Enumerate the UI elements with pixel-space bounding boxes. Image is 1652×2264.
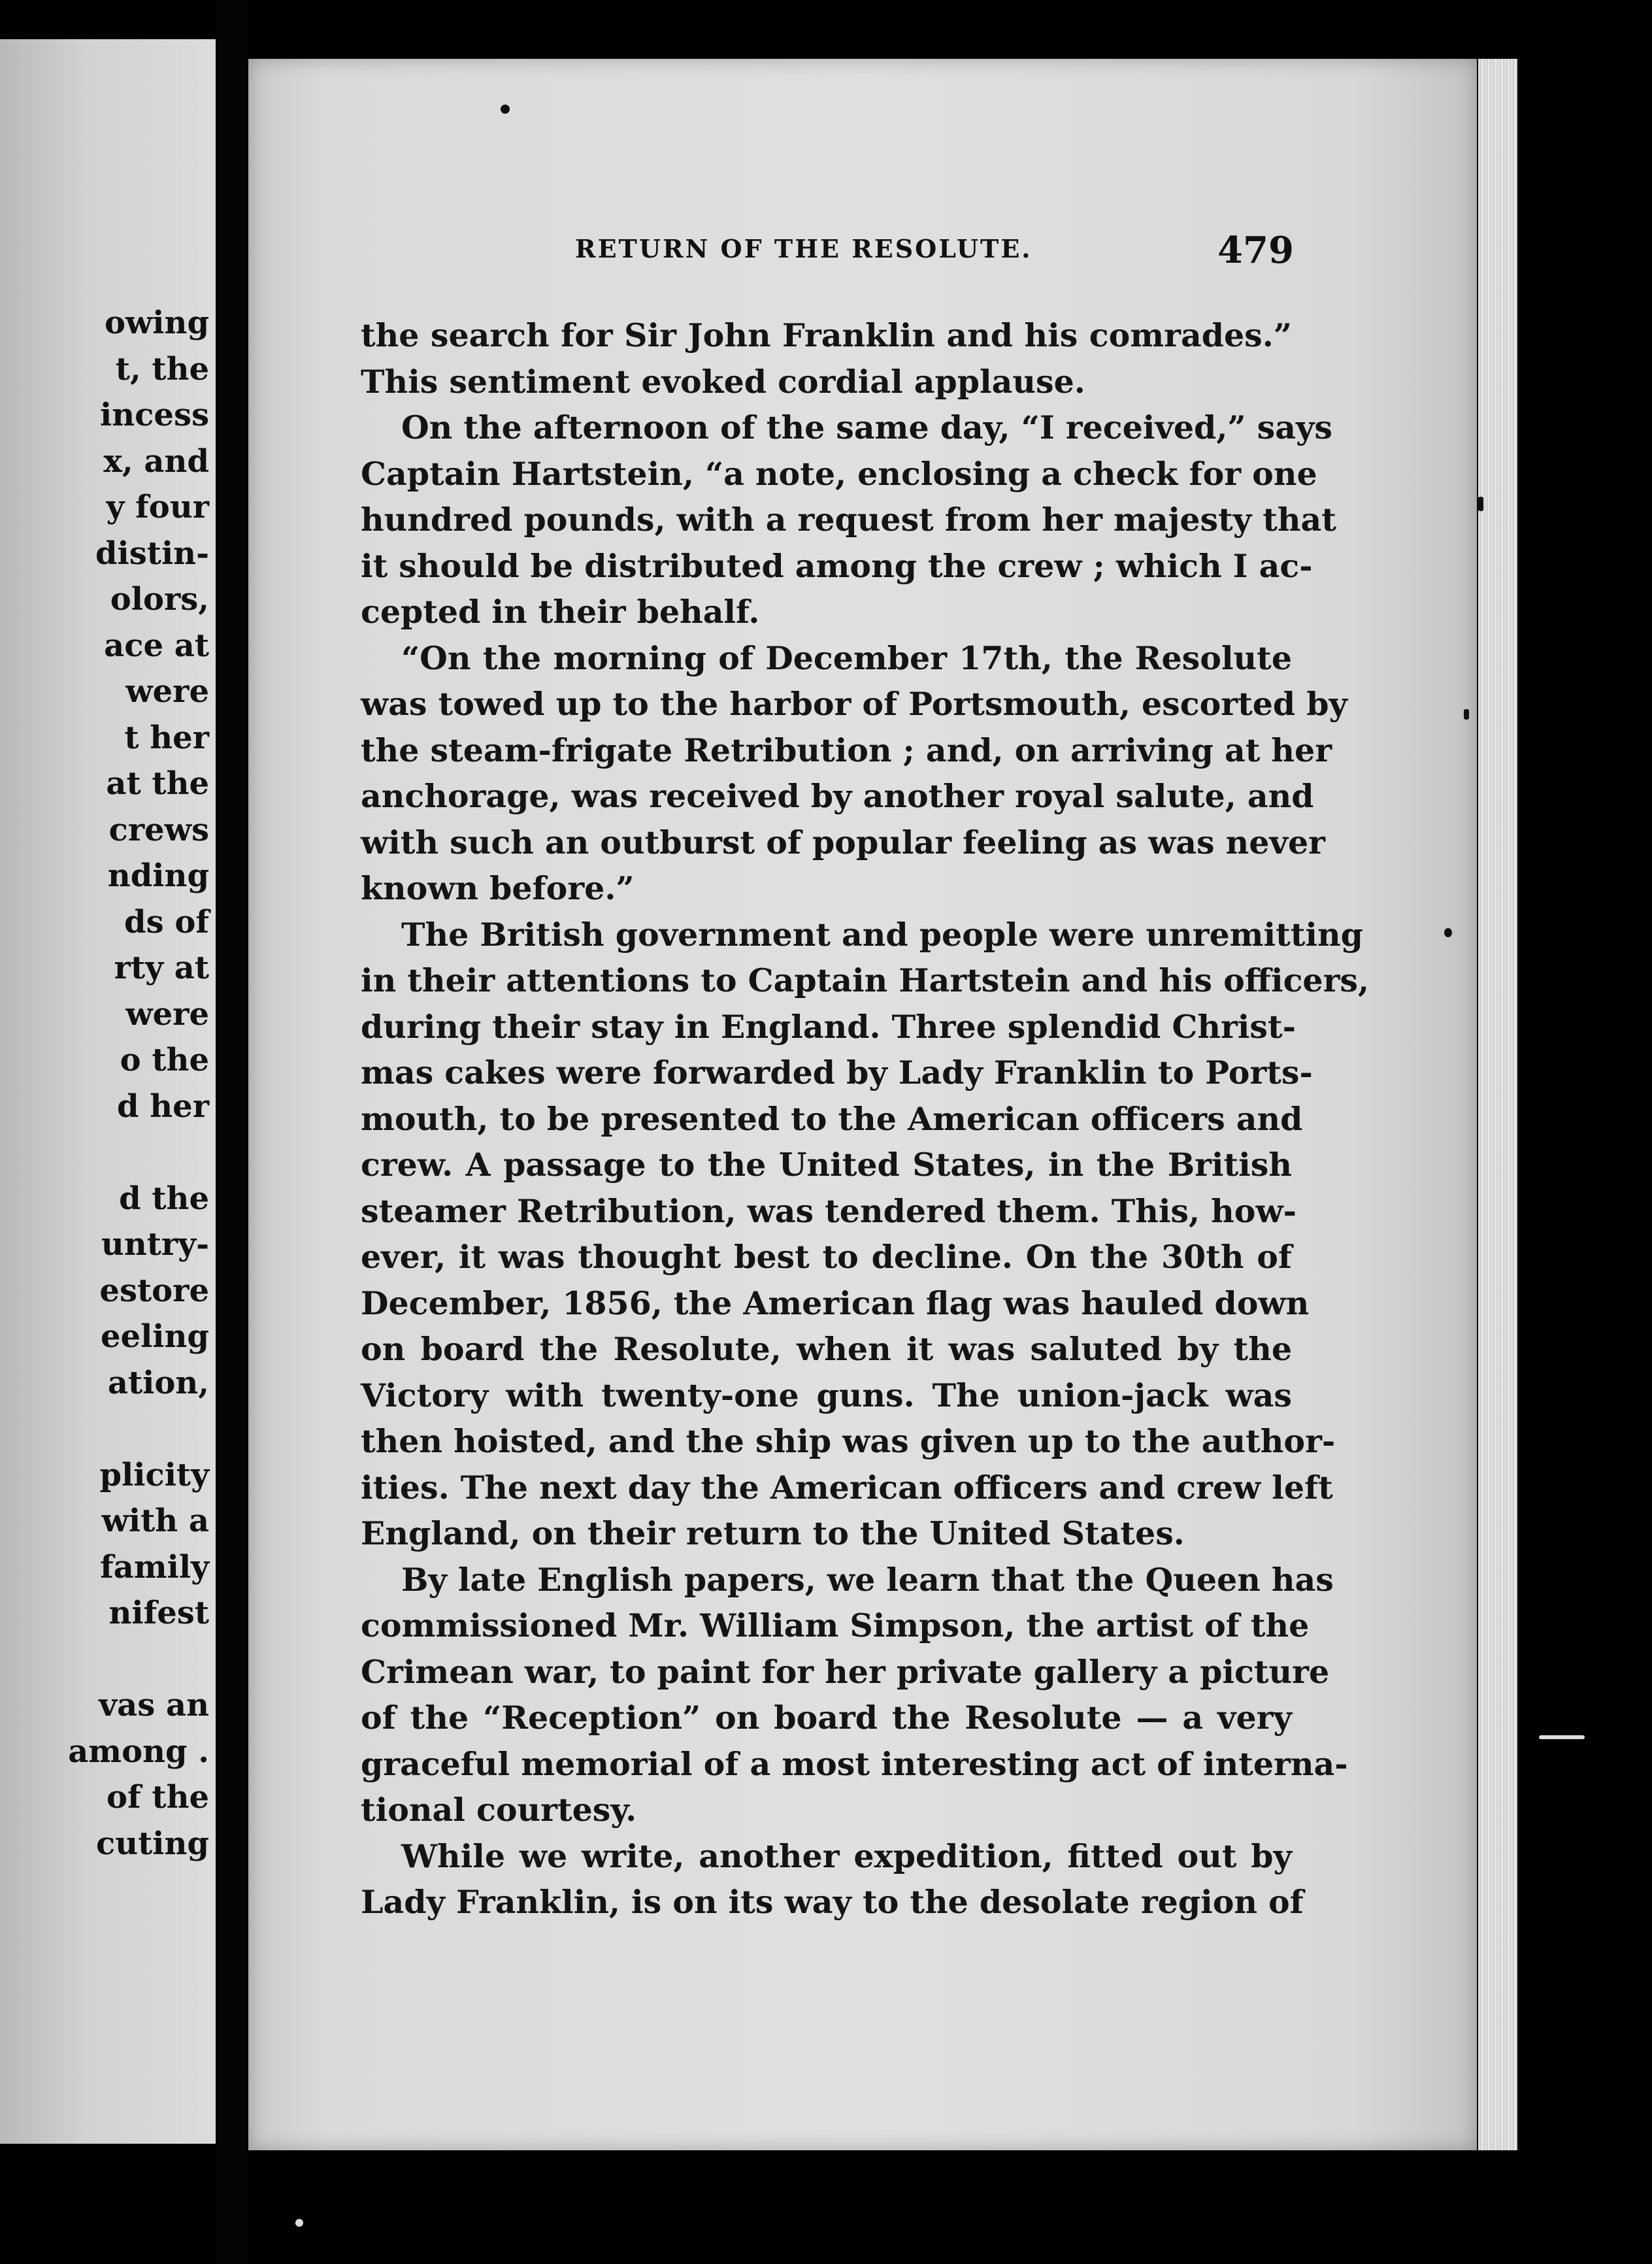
left-page-line: eeling bbox=[100, 1318, 209, 1355]
page-number: 479 bbox=[1217, 229, 1294, 272]
page-edge bbox=[1478, 59, 1517, 2150]
binding-gutter bbox=[216, 0, 248, 2264]
body-line: the search for Sir John Franklin and his comrades.” bbox=[361, 316, 1292, 354]
left-page-line: untry- bbox=[101, 1226, 209, 1263]
left-page-line: incess bbox=[100, 397, 209, 433]
body-line: mouth, to be presented to the American officers and bbox=[361, 1099, 1303, 1138]
scan-speck bbox=[1464, 709, 1469, 720]
body-line: This sentiment evoked cordial applause. bbox=[361, 362, 1085, 401]
body-line: ever, it was thought best to decline. On the 30th of bbox=[361, 1238, 1292, 1276]
body-line: On the afternoon of the same day, “I received,” says bbox=[401, 408, 1333, 446]
body-line: December, 1856, the American flag was hauled down bbox=[361, 1284, 1310, 1322]
body-line: England, on their return to the United States. bbox=[361, 1514, 1185, 1552]
body-line: “On the morning of December 17th, the Resolute bbox=[401, 639, 1292, 677]
left-page-line: were bbox=[125, 995, 209, 1033]
body-line: Crimean war, to paint for her private gallery a picture bbox=[361, 1652, 1330, 1691]
left-page-line: nding bbox=[107, 857, 209, 894]
left-page-line: o the bbox=[120, 1042, 209, 1078]
left-page-line: distin- bbox=[95, 535, 209, 572]
left-page-line: olors, bbox=[110, 581, 209, 618]
left-page-line: y four bbox=[106, 489, 209, 525]
body-line: on board the Resolute, when it was saluted by the bbox=[361, 1330, 1292, 1368]
body-line: Lady Franklin, is on its way to the desolate region of bbox=[361, 1883, 1304, 1921]
scan-speck bbox=[1539, 1735, 1585, 1739]
body-line: in their attentions to Captain Hartstein and his officers, bbox=[361, 961, 1370, 999]
left-page-line: vas an bbox=[99, 1687, 209, 1723]
body-line: By late English papers, we learn that the Queen has bbox=[401, 1560, 1334, 1599]
body-line: hundred pounds, with a request from her majesty that bbox=[361, 501, 1336, 539]
body-line: Victory with twenty-one guns. The union-jack was bbox=[361, 1376, 1292, 1414]
left-page-line: t her bbox=[124, 719, 209, 756]
body-line: Captain Hartstein, “a note, enclosing a check for one bbox=[361, 454, 1317, 493]
left-page-line: cuting bbox=[96, 1825, 209, 1862]
body-line: steamer Retribution, was tendered them. This, how- bbox=[361, 1191, 1297, 1230]
left-page-line: nifest bbox=[108, 1595, 209, 1631]
scan-speck bbox=[295, 2219, 303, 2227]
body-line: The British government and people were unremitting bbox=[401, 915, 1363, 954]
body-line: the steam-frigate Retribution ; and, on arriving at her bbox=[361, 731, 1332, 769]
body-line: was towed up to the harbor of Portsmouth, escorted by bbox=[361, 685, 1347, 723]
left-page-line: at the bbox=[106, 765, 209, 802]
left-page-line: estore bbox=[99, 1272, 209, 1309]
body-line: ities. The next day the American officers and crew left bbox=[361, 1468, 1333, 1507]
left-page-line: of the bbox=[107, 1779, 209, 1816]
left-page-line: ace at bbox=[104, 627, 209, 664]
left-page-line: x, and bbox=[103, 442, 209, 480]
left-page-line: rty at bbox=[114, 950, 209, 986]
body-line: then hoisted, and the ship was given up to the author- bbox=[361, 1422, 1336, 1460]
scan-speck bbox=[1444, 928, 1452, 937]
left-page-line: owing bbox=[104, 305, 209, 341]
left-page-line: d the bbox=[119, 1180, 209, 1217]
body-line: known before.” bbox=[361, 869, 635, 907]
left-page-line: ds of bbox=[124, 903, 209, 941]
body-line: it should be distributed among the crew ; which I ac- bbox=[361, 546, 1313, 585]
page-header bbox=[575, 229, 1294, 272]
left-facing-page bbox=[0, 39, 216, 2144]
left-page-line: ation, bbox=[107, 1364, 209, 1401]
body-line: with such an outburst of popular feeling as was never bbox=[361, 823, 1325, 861]
body-line: anchorage, was received by another royal salute, and bbox=[361, 777, 1314, 815]
left-page-line: crews bbox=[108, 811, 209, 848]
body-line: crew. A passage to the United States, in the British bbox=[361, 1146, 1292, 1184]
body-line: graceful memorial of a most interesting act of interna- bbox=[361, 1744, 1348, 1783]
left-page-line: among . bbox=[68, 1733, 209, 1770]
left-page-line: with a bbox=[101, 1503, 209, 1539]
left-page-line: family bbox=[100, 1548, 209, 1586]
scan-speck bbox=[1478, 497, 1483, 511]
body-line: during their stay in England. Three splendid Christ- bbox=[361, 1007, 1296, 1046]
body-line: tional courtesy. bbox=[361, 1791, 637, 1829]
body-line: commissioned Mr. William Simpson, the artist of the bbox=[361, 1606, 1310, 1644]
left-page-line: plicity bbox=[99, 1456, 209, 1493]
body-line: of the “Reception” on board the Resolute — a very bbox=[361, 1699, 1292, 1737]
scan-speck bbox=[501, 105, 510, 114]
left-page-line: t, the bbox=[115, 350, 209, 388]
body-line: While we write, another expedition, fitted out by bbox=[401, 1837, 1292, 1875]
left-page-line: were bbox=[125, 673, 209, 710]
body-line: cepted in their behalf. bbox=[361, 593, 760, 631]
body-text bbox=[361, 312, 1370, 1925]
body-line: mas cakes were forwarded by Lady Franklin to Ports- bbox=[361, 1054, 1313, 1091]
running-head: RETURN OF THE RESOLUTE. bbox=[575, 234, 1032, 263]
left-page-line: d her bbox=[117, 1088, 209, 1125]
